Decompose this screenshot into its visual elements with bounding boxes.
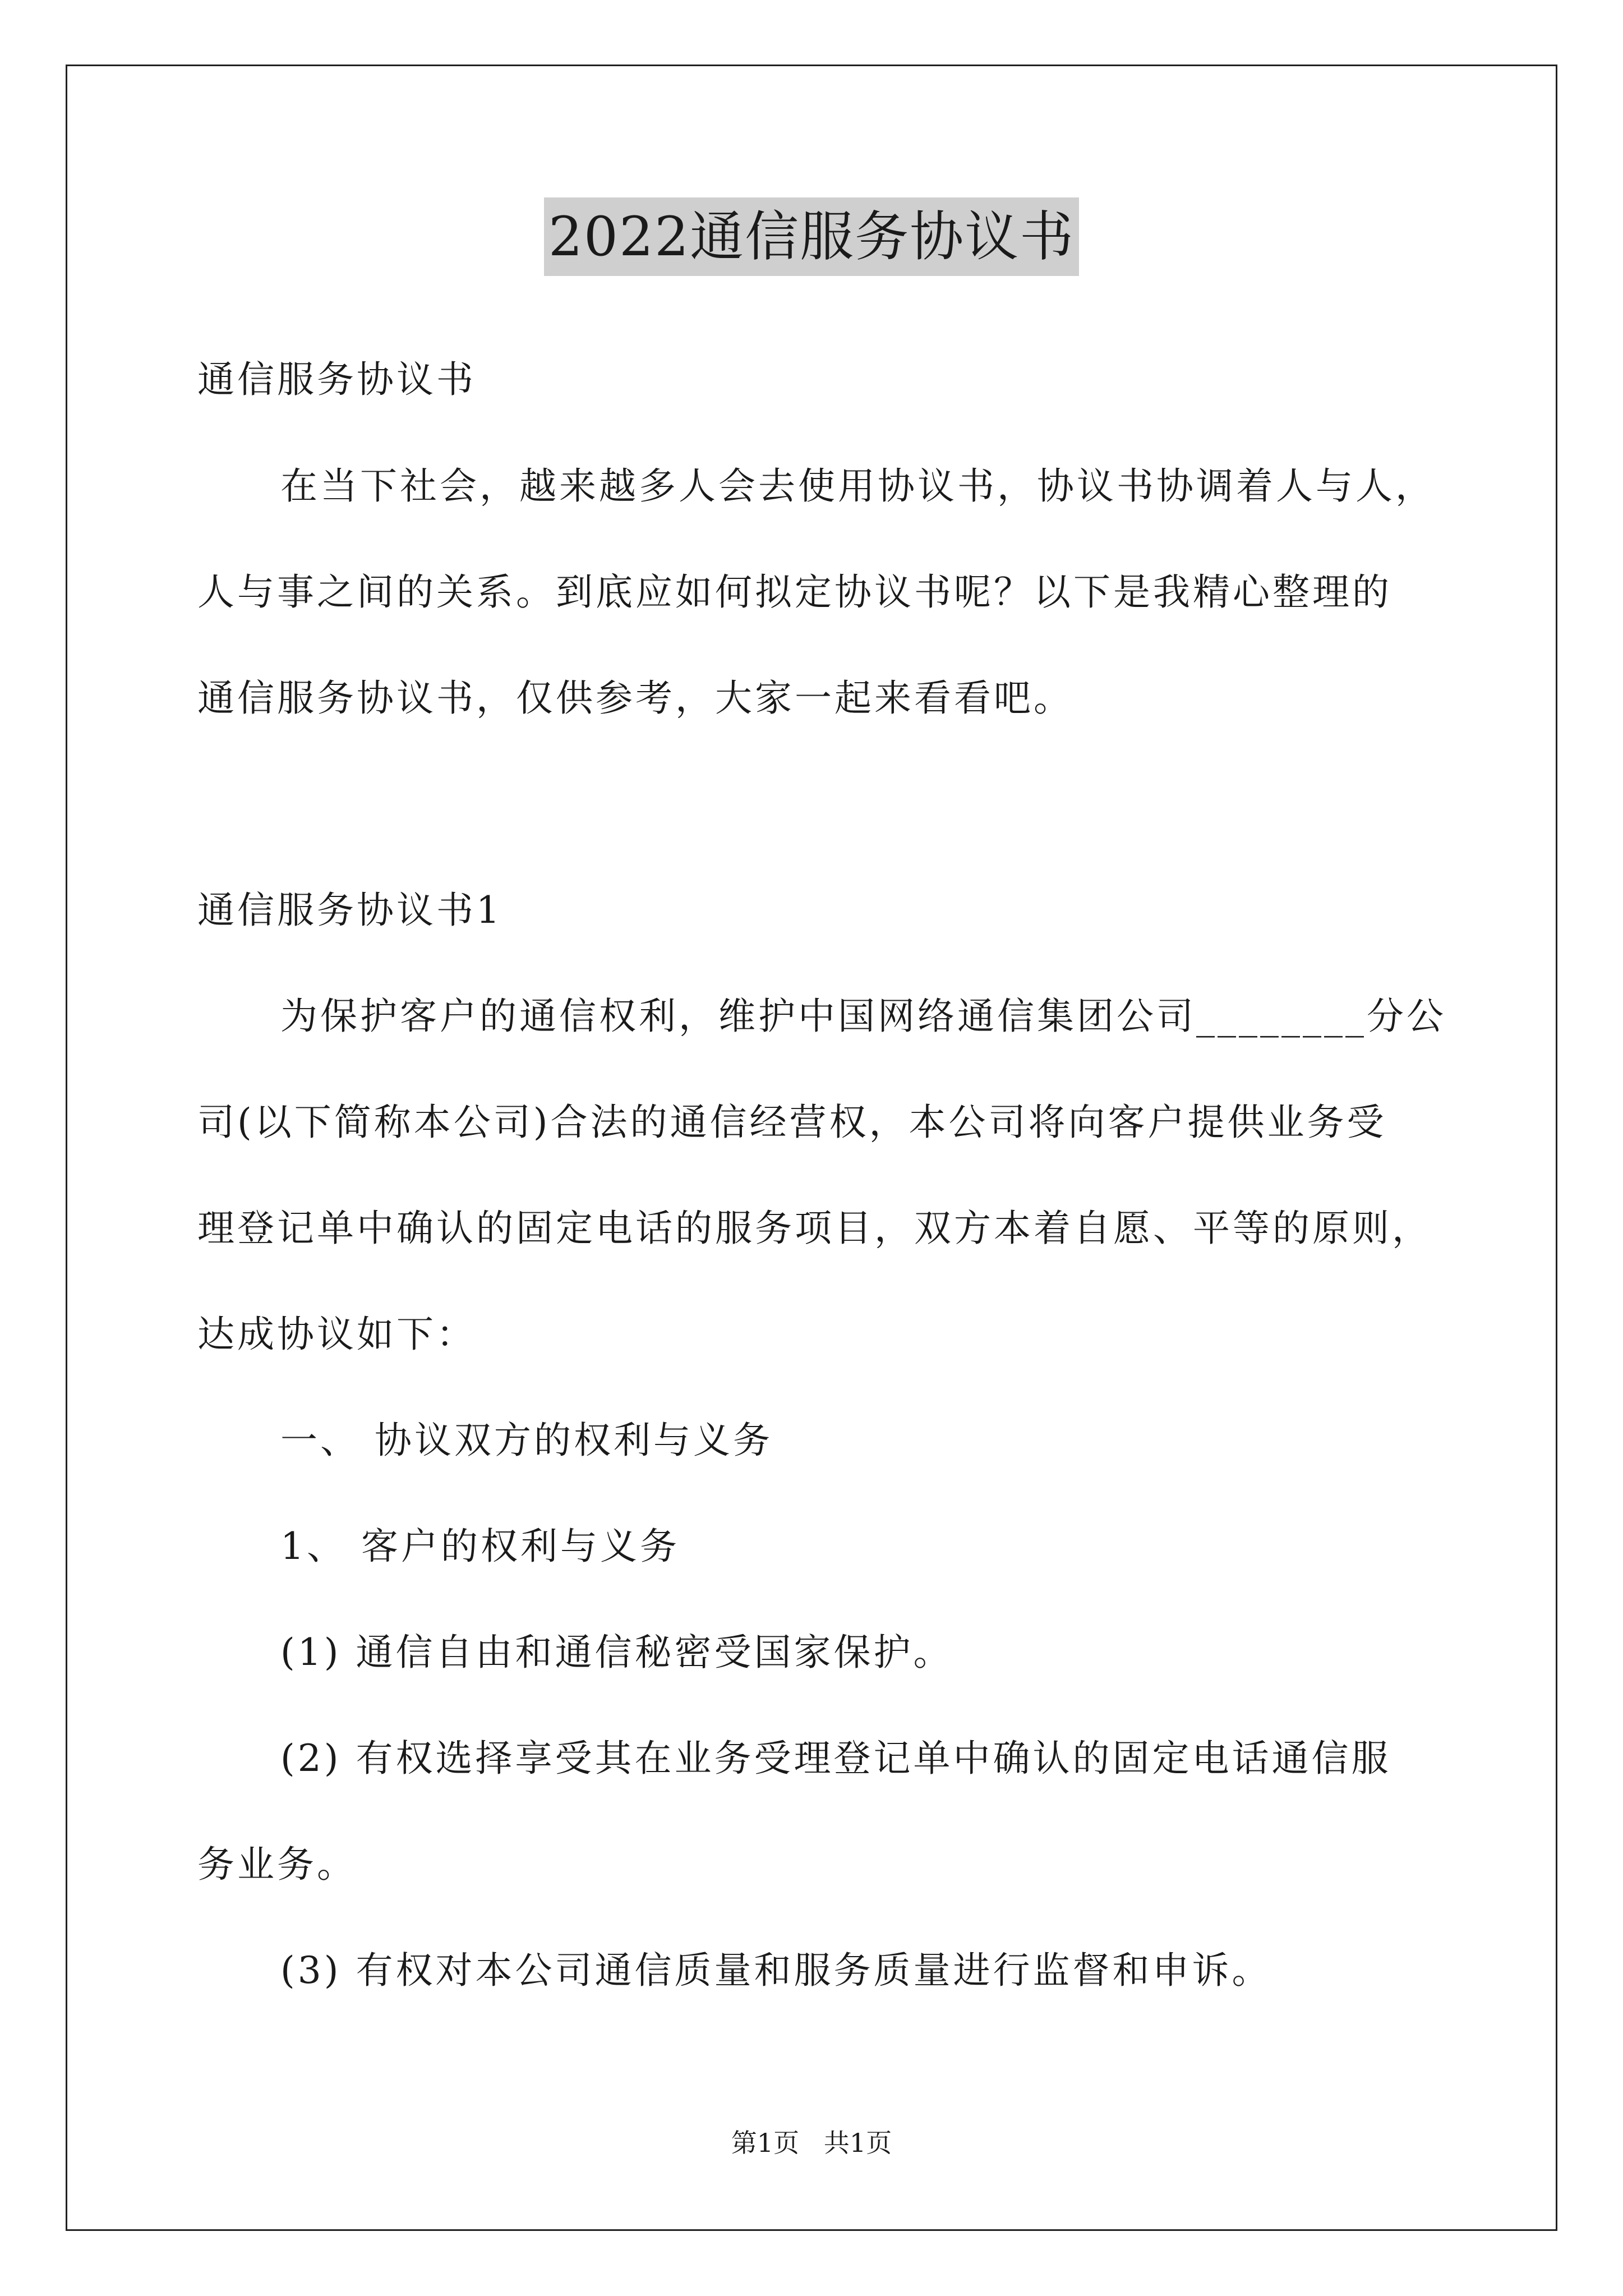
section-line: 达成协议如下： <box>197 1313 476 1356</box>
intro-line: 人与事之间的关系。到底应如何拟定协议书呢？以下是我精心整理的 <box>197 570 1392 614</box>
title-container <box>0 197 1623 276</box>
section-heading: 通信服务协议书1 <box>197 889 502 932</box>
list-item-continuation: 务业务。 <box>197 1843 357 1886</box>
section-line: 理登记单中确认的固定电话的服务项目，双方本着自愿、平等的原则， <box>197 1207 1432 1250</box>
list-item: (3) 有权对本公司通信质量和服务质量进行监督和申诉。 <box>280 1949 1272 1992</box>
sub-heading: 1、 客户的权利与义务 <box>280 1525 680 1568</box>
section-line: 为保护客户的通信权利，维护中国网络通信集团公司________分公 <box>280 995 1446 1038</box>
section-line: 司(以下简称本公司)合法的通信经营权，本公司将向客户提供业务受 <box>197 1101 1387 1144</box>
document-title: 2022通信服务协议书 <box>544 197 1079 276</box>
list-item: (2) 有权选择享受其在业务受理登记单中确认的固定电话通信服 <box>280 1737 1391 1780</box>
subtitle: 通信服务协议书 <box>197 358 476 401</box>
list-item: (1) 通信自由和通信秘密受国家保护。 <box>280 1631 953 1674</box>
intro-line: 通信服务协议书，仅供参考，大家一起来看看吧。 <box>197 677 1073 720</box>
page-footer: 第1页 共1页 <box>731 2128 892 2158</box>
clause-heading: 一、 协议双方的权利与义务 <box>280 1419 773 1462</box>
intro-line: 在当下社会，越来越多人会去使用协议书，协议书协调着人与人， <box>280 464 1435 508</box>
